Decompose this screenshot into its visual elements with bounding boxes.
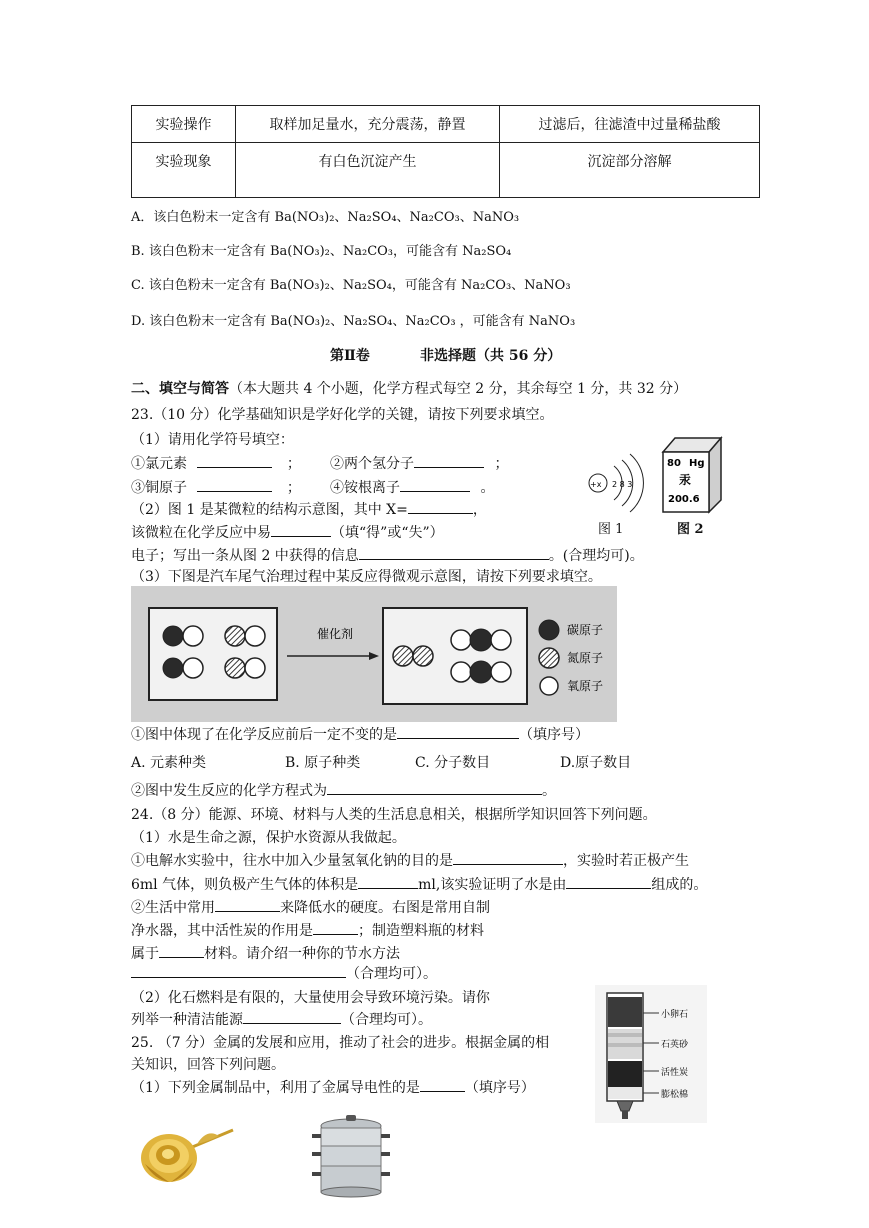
- q25-p1-hint: （填序号）: [464, 1080, 535, 1096]
- q23-p3: （3）下图是汽车尾气治理过程中某反应得微观示意图，请按下列要求填空。: [131, 569, 602, 585]
- element-name: 汞: [679, 473, 692, 487]
- catalyst-label: 催化剂: [317, 627, 354, 641]
- punct: 。: [480, 480, 495, 496]
- answer-blank[interactable]: [420, 1077, 465, 1092]
- answer-blank[interactable]: [215, 897, 280, 912]
- q23-p2a: （2）图 1 是某微粒的结构示意图，其中 X=: [131, 502, 408, 518]
- atom-structure-diagram: [582, 448, 652, 518]
- answer-blank[interactable]: [197, 453, 272, 468]
- answer-blank[interactable]: [400, 477, 470, 492]
- filter-label: 膨松棉: [661, 1090, 689, 1100]
- answer-blank[interactable]: [408, 499, 473, 514]
- option-c: C. 该白色粉末一定含有 Ba(NO₃)₂、Na₂SO₄，可能含有 Na₂CO₃、NaNO₃: [131, 278, 571, 293]
- filter-label: 石英砂: [661, 1040, 689, 1050]
- q23-p1: （1）请用化学符号填空：: [131, 432, 294, 448]
- q24-line3b: 来降低水的硬度。右图是常用自制: [280, 900, 490, 916]
- atomic-mass: 200.6: [668, 494, 700, 505]
- q24-line2: 6ml 气体，则负极产生气体的体积是: [131, 877, 359, 893]
- q23-p2c-tail: 。(合理均可)。: [548, 548, 644, 564]
- reaction-diagram: [131, 586, 617, 722]
- answer-blank[interactable]: [243, 1009, 341, 1024]
- q24-line4b: ；制造塑料瓶的材料: [358, 923, 484, 939]
- answer-blank[interactable]: [414, 453, 484, 468]
- part-title: 第Ⅱ卷: [330, 348, 370, 364]
- punct: ；: [494, 456, 509, 472]
- filter-label: 小卵石: [661, 1010, 689, 1020]
- q23-p2b-hint: （填“得”或“失”）: [331, 525, 444, 541]
- q24-line2b: ml,该实验证明了水是由: [418, 877, 567, 893]
- table-cell: 实验现象: [132, 143, 236, 198]
- table-cell: 实验操作: [132, 106, 236, 143]
- answer-blank[interactable]: [397, 724, 519, 739]
- part-subtitle: 非选择题（共 56 分）: [420, 348, 562, 364]
- q24-line3: ②生活中常用: [131, 900, 215, 916]
- q24-line2c: 组成的。: [651, 877, 708, 893]
- legend-nitrogen: 氮原子: [567, 651, 604, 665]
- legend-carbon: 碳原子: [567, 623, 604, 637]
- punct: 。: [542, 783, 556, 799]
- q24-line6: （合理均可）。: [346, 966, 437, 982]
- atomic-number: 80: [667, 458, 681, 469]
- table-cell: 沉淀部分溶解: [500, 143, 760, 198]
- q24-line1: ①电解水实验中，往水中加入少量氢氧化钠的目的是: [131, 853, 453, 869]
- answer-blank[interactable]: [566, 874, 651, 889]
- q25-stem1: 25. （7 分）金属的发展和应用，推动了社会的进步。根据金属的相: [131, 1035, 550, 1051]
- q23-opt-d: D.原子数目: [560, 755, 632, 771]
- q23-item1: ①氯元素: [131, 456, 187, 472]
- q25-stem2: 关知识，回答下列问题。: [131, 1057, 285, 1073]
- element-symbol: Hg: [689, 458, 705, 469]
- answer-blank[interactable]: [313, 920, 358, 935]
- q24-line5: 属于: [131, 946, 159, 962]
- steamer-pot-image: [310, 1112, 392, 1200]
- legend-oxygen: 氧原子: [567, 679, 604, 693]
- q24-line1b: ，实验时若正极产生: [563, 853, 689, 869]
- q23-q1-hint: （填序号）: [519, 727, 589, 743]
- answer-blank[interactable]: [159, 943, 204, 958]
- q24-line4: 净水器，其中活性炭的作用是: [131, 923, 313, 939]
- section-note: （本大题共 4 个小题，化学方程式每空 2 分，其余每空 1 分，共 32 分）: [229, 381, 688, 397]
- q23-p2b: 该微粒在化学反应中易: [131, 525, 271, 541]
- q23-item3: ③铜原子: [131, 480, 187, 496]
- nucleus-label: +x: [590, 480, 602, 489]
- option-a: A．该白色粉末一定含有 Ba(NO₃)₂、Na₂SO₄、Na₂CO₃、NaNO₃: [131, 210, 520, 225]
- q23-item4: ④铵根离子: [330, 480, 400, 496]
- q24-p2b: 列举一种清洁能源: [131, 1012, 243, 1028]
- table-cell: 过滤后，往滤渣中过量稀盐酸: [500, 106, 760, 143]
- q23-opt-c: C. 分子数目: [415, 755, 491, 771]
- q23-opt-b: B. 原子种类: [285, 755, 361, 771]
- option-d: D. 该白色粉末一定含有 Ba(NO₃)₂、Na₂SO₄、Na₂CO₃ ，可能含有 NaNO₃: [131, 314, 576, 329]
- q24-stem: 24.（8 分）能源、环境、材料与人类的生活息息相关，根据所学知识回答下列问题。: [131, 807, 657, 823]
- q25-p1: （1）下列金属制品中，利用了金属导电性的是: [131, 1080, 420, 1096]
- fig1-caption: 图 1: [598, 522, 624, 537]
- answer-blank[interactable]: [453, 850, 563, 865]
- answer-blank[interactable]: [358, 874, 418, 889]
- q23-p2c: 电子；写出一条从图 2 中获得的信息: [131, 548, 359, 564]
- q23-stem: 23.（10 分）化学基础知识是学好化学的关键，请按下列要求填空。: [131, 407, 554, 423]
- punct: ，: [472, 502, 487, 518]
- answer-blank[interactable]: [271, 522, 331, 537]
- shell-electrons: 2 8 3: [612, 480, 633, 489]
- punct: ；: [286, 456, 301, 472]
- q23-opt-a: A. 元素种类: [131, 755, 207, 771]
- q24-p1: （1）水是生命之源，保护水资源从我做起。: [131, 830, 406, 846]
- q23-item2: ②两个氢分子: [330, 456, 414, 472]
- punct: ；: [286, 480, 301, 496]
- fig2-caption: 图 2: [677, 522, 704, 537]
- q23-q1: ①图中体现了在化学反应前后一定不变的是: [131, 727, 397, 743]
- filter-label: 活性炭: [661, 1068, 689, 1078]
- answer-blank[interactable]: [327, 780, 542, 795]
- answer-blank[interactable]: [197, 477, 272, 492]
- section-head: 二、填空与简答: [131, 381, 229, 397]
- option-b: B. 该白色粉末一定含有 Ba(NO₃)₂、Na₂CO₃，可能含有 Na₂SO₄: [131, 244, 512, 259]
- gold-rose-image: [135, 1118, 235, 1190]
- table-cell: 有白色沉淀产生: [236, 143, 500, 198]
- mercury-element-cell: [655, 432, 725, 514]
- answer-blank[interactable]: [359, 545, 549, 560]
- experiment-table: [131, 105, 760, 198]
- table-cell: 取样加足量水，充分震荡，静置: [236, 106, 500, 143]
- q24-p2a: （2）化石燃料是有限的，大量使用会导致环境污染。请你: [131, 990, 490, 1006]
- q23-q2: ②图中发生反应的化学方程式为: [131, 783, 327, 799]
- q24-p2c: （合理均可）。: [341, 1012, 432, 1028]
- q24-line5b: 材料。请介绍一种你的节水方法: [204, 946, 400, 962]
- water-filter-diagram: [595, 985, 707, 1123]
- answer-blank[interactable]: [131, 963, 346, 978]
